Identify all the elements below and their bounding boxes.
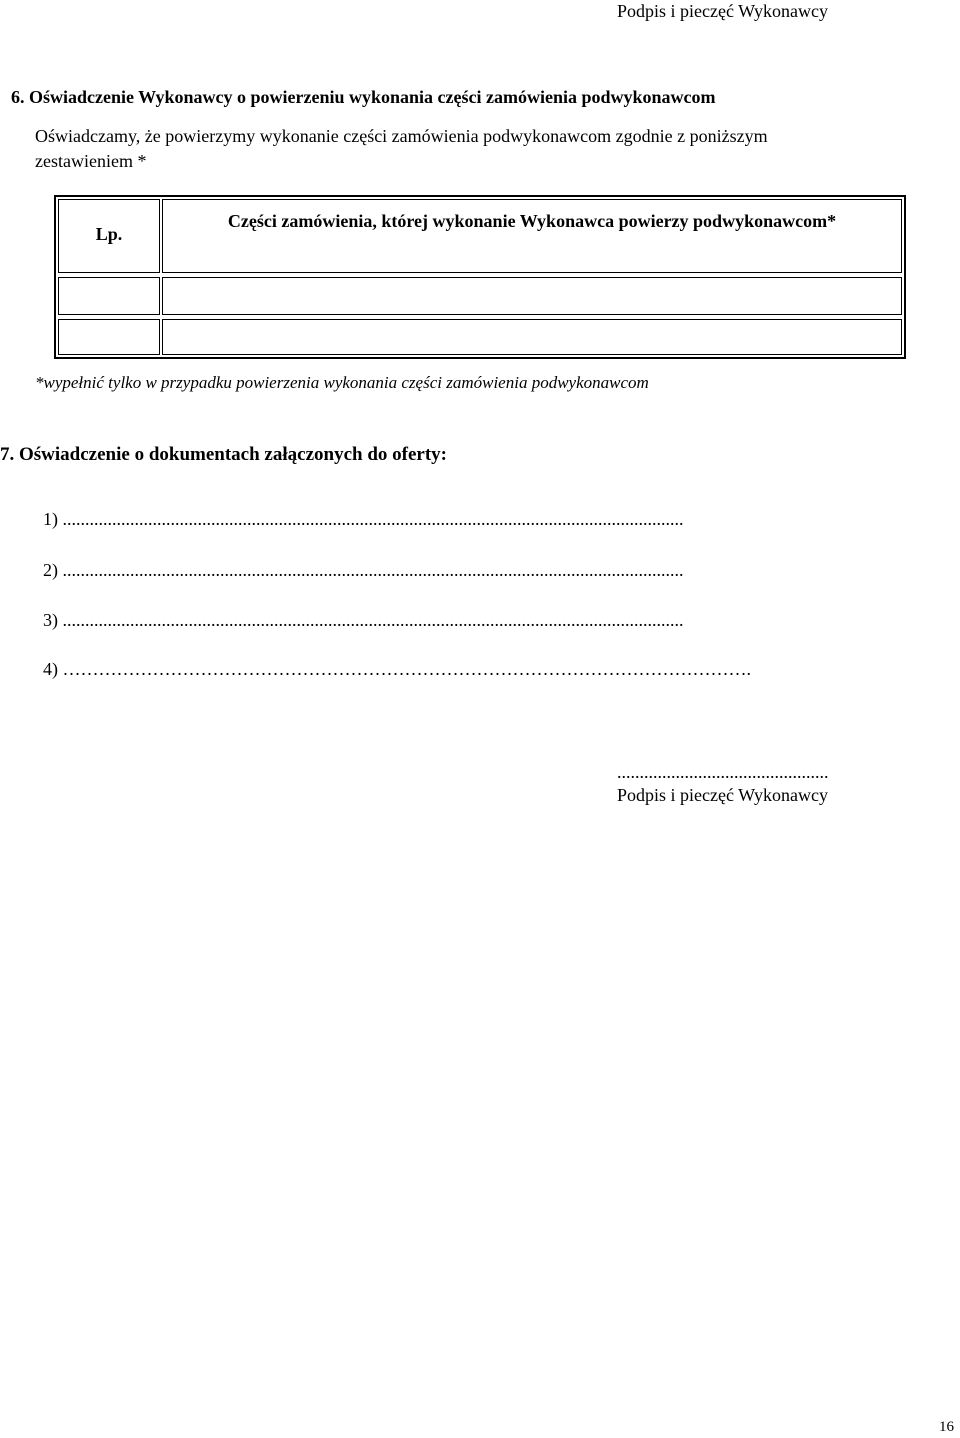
table-row-2-description-cell[interactable]	[162, 319, 902, 355]
table-row-1-lp-cell[interactable]	[58, 277, 160, 315]
table-header-description-label: Części zamówienia, której wykonanie Wykonawca powierzy podwykonawcom*	[227, 211, 837, 231]
section-6-heading: 6. Oświadczenie Wykonawcy o powierzeniu wykonania części zamówienia podwykonawcom	[11, 87, 716, 107]
table-row-1-description-cell[interactable]	[162, 277, 902, 315]
section-7-heading: 7. Oświadczenie o dokumentach załączonych do oferty:	[0, 444, 447, 465]
table-footnote: *wypełnić tylko w przypadku powierzenia wykonania części zamówienia podwykonawcom	[35, 373, 649, 392]
signature-label-top: Podpis i pieczęć Wykonawcy	[617, 1, 829, 21]
attachment-item-3: 3) ..........................................................................................................................................	[43, 610, 684, 630]
subcontractor-table	[54, 195, 906, 359]
page-number: 16	[939, 1419, 954, 1435]
signature-dots: ...............................................	[617, 762, 829, 782]
table-header-lp	[58, 199, 160, 273]
attachment-item-1: 1) ..........................................................................................................................................	[43, 509, 684, 529]
signature-label-bottom: Podpis i pieczęć Wykonawcy	[617, 785, 829, 805]
table-header-lp-label: Lp.	[95, 224, 123, 244]
section-6-intro-line1: Oświadczamy, że powierzymy wykonanie części zamówienia podwykonawcom zgodnie z poniższym	[35, 126, 768, 146]
section-6-intro-line2: zestawieniem *	[35, 151, 147, 171]
table-row-2-lp-cell[interactable]	[58, 319, 160, 355]
attachment-item-4: 4) …………………………………………………………………………………………………….	[43, 659, 751, 679]
attachment-item-2: 2) ..........................................................................................................................................	[43, 560, 684, 580]
table-header-description	[162, 199, 902, 273]
